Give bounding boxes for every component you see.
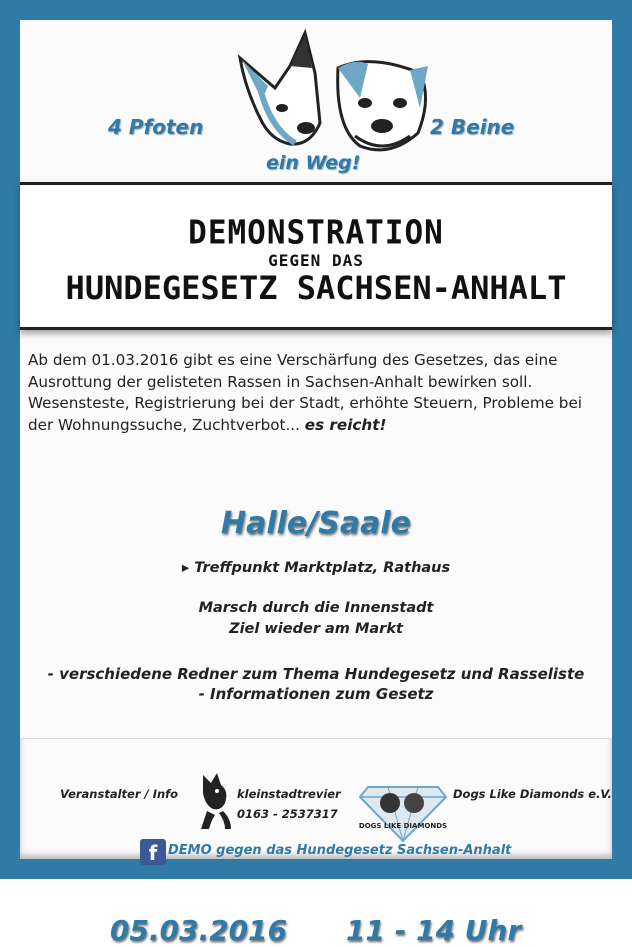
intro-text: Ab dem 01.03.2016 gibt es eine Verschärfung des Gesetzes, das eine Ausrottung der gelisteten Rassen in Sachsen-Anhalt bewirken soll. Wesensteste, Registrierung bei der Stadt, erhöhte Steuern, Probleme bei der Wohnungssuche, Zuchtverbot... <box>28 351 583 434</box>
dog-silhouette-icon <box>195 769 235 831</box>
partner-name: Dogs Like Diamonds e.V. <box>453 787 612 801</box>
facebook-icon[interactable]: f <box>140 839 166 865</box>
event-city: Halle/Saale <box>221 506 411 541</box>
meeting-point-text: Treffpunkt Marktplatz, Rathaus <box>194 560 451 576</box>
tag-one-way: ein Weg! <box>266 152 361 174</box>
intro-emphasis-prefix: es <box>304 415 330 434</box>
organizer-name: kleinstadtrevier <box>237 787 341 801</box>
intro-paragraph <box>28 350 612 436</box>
march-line-2: Ziel wieder am Markt <box>229 621 403 637</box>
tag-four-paws: 4 Pfoten <box>108 115 204 139</box>
footer <box>20 738 612 865</box>
dog-logo-icon <box>220 28 440 168</box>
program-item-2: - Informationen zum Gesetz <box>198 685 434 703</box>
intro-emphasis: reicht! <box>329 415 387 434</box>
meeting-point <box>20 560 612 576</box>
facebook-event-link[interactable]: DEMO gegen das Hundegesetz Sachsen-Anhalt <box>168 843 512 858</box>
title-line-2: GEGEN DAS <box>268 251 364 270</box>
event-time: 11 - 14 Uhr <box>346 914 522 947</box>
title-band <box>20 182 612 330</box>
dogs-like-diamonds-logo-icon <box>358 773 448 843</box>
tag-two-legs: 2 Beine <box>430 115 515 139</box>
program-item-1: - verschiedene Redner zum Thema Hundegesetz und Rasseliste <box>47 665 585 683</box>
event-date: 05.03.2016 <box>110 914 288 947</box>
title-line-1: DEMONSTRATION <box>188 214 444 252</box>
diamond-logo-text: DOGS LIKE DIAMONDS <box>358 822 448 830</box>
bullet-arrow-icon: ▸ <box>181 560 195 576</box>
organizer-phone: 0163 - 2537317 <box>237 807 338 821</box>
title-line-3: HUNDEGESETZ SACHSEN-ANHALT <box>65 269 567 307</box>
organizer-label: Veranstalter / Info <box>60 787 179 801</box>
march-line-1: Marsch durch die Innenstadt <box>198 600 434 616</box>
poster <box>20 20 612 947</box>
